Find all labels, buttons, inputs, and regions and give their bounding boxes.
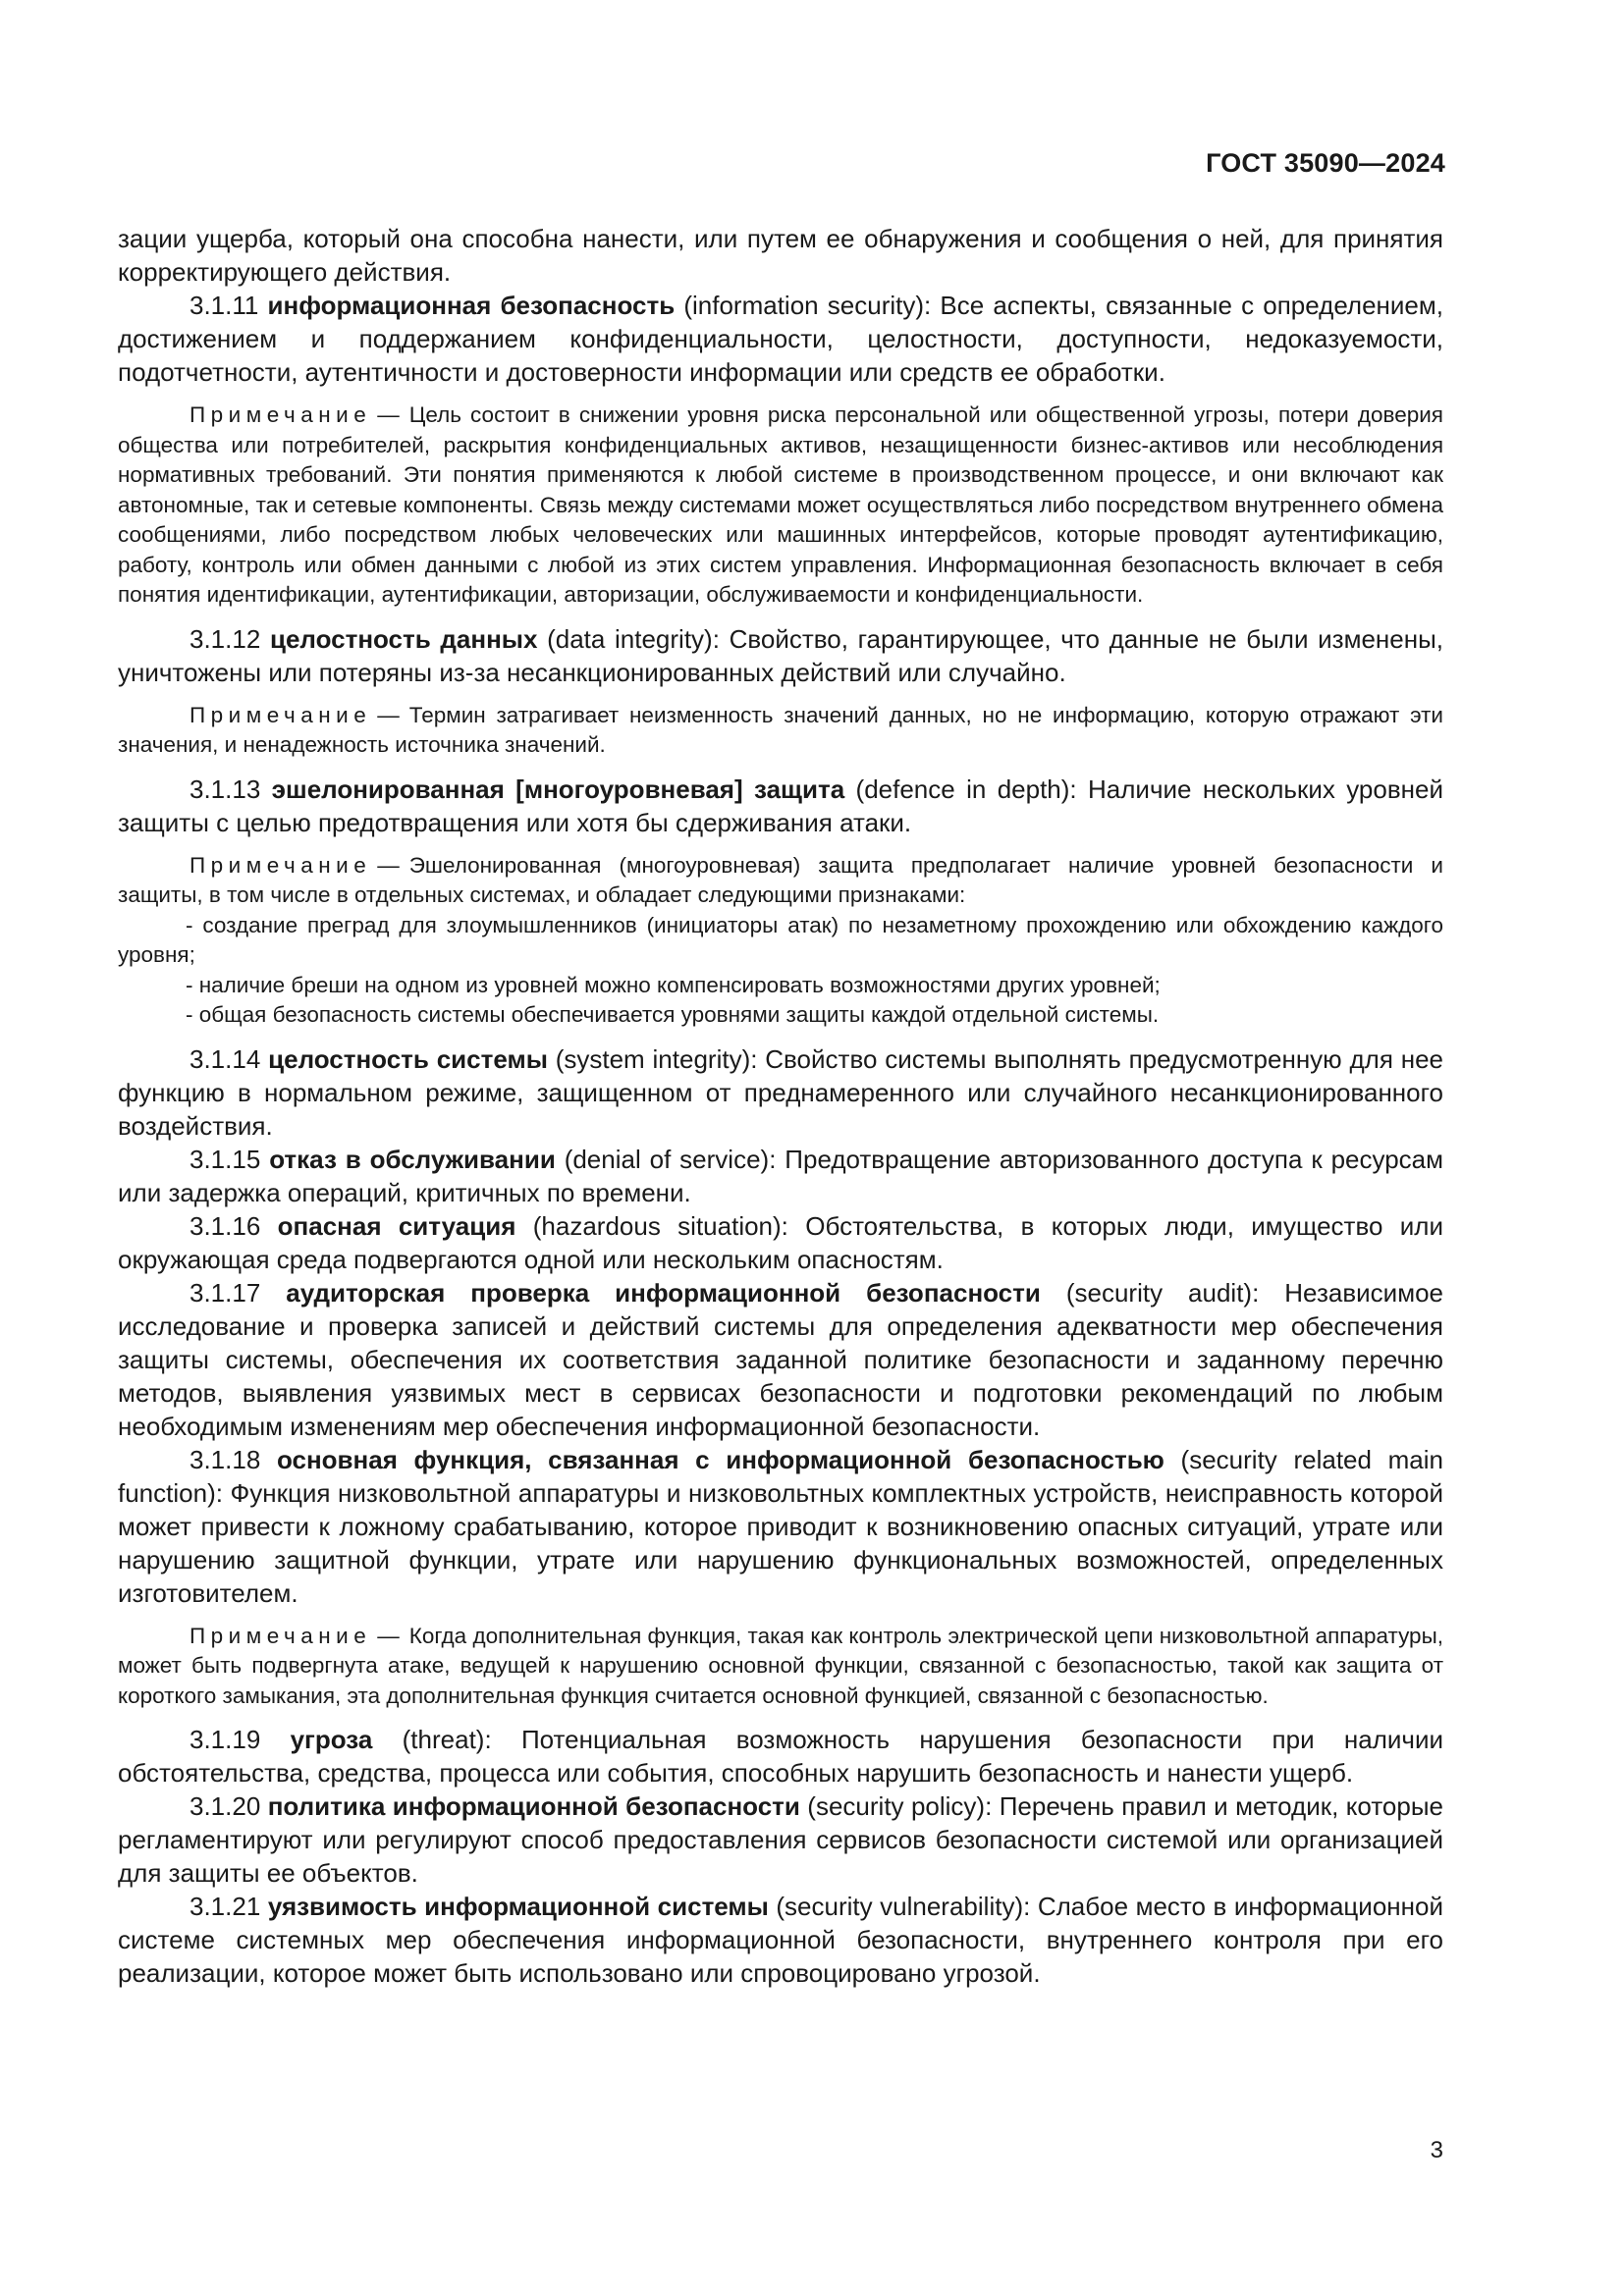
term-title: целостность данных xyxy=(269,623,538,654)
term-definition: (hazardous situation): Обстоятельства, в которых люди, имущество или окружающая среда подвергаются одной или нескольким опасностям. xyxy=(118,1210,1443,1274)
term-3-1-16 xyxy=(118,1209,1443,1276)
note-3-1-13 xyxy=(118,851,1443,911)
page-number: 3 xyxy=(1430,2137,1443,2163)
note-3-1-11 xyxy=(118,400,1443,611)
term-definition: (security audit): Независимое исследование и проверка записей и действий системы для определения адекватности мер обеспечения защиты системы, обеспечения их соответствия заданной политике безопасности и заданному перечню методов, выявления уязвимых мест в сервисах безопасности и подготовки рекомендаций по любым необходимым изменениям мер обеспечения информационной безопасности. xyxy=(118,1277,1443,1441)
term-title: целостность системы xyxy=(268,1043,548,1074)
term-number: 3.1.17 xyxy=(189,1277,261,1308)
paragraph-text: зации ущерба, который она способна нанести, или путем ее обнаружения и сообщения о ней, для принятия корректирующего действия. xyxy=(118,224,1443,287)
term-definition: (system integrity): Свойство системы выполнять предусмотренную для нее функцию в нормальном режиме, защищенном от преднамеренного или случайного несанкционированного воздействия. xyxy=(118,1043,1444,1141)
note-label: Примечание xyxy=(189,702,372,727)
term-3-1-19 xyxy=(118,1723,1443,1789)
note-dash: — xyxy=(377,1623,400,1648)
document-body xyxy=(118,222,1443,1990)
paragraph-continuation xyxy=(118,222,1443,289)
note-text: Цель состоит в снижении уровня риска персональной или общественной угрозы, потери доверия общества или потребителей, раскрытия конфиденциальных активов, незащищенности бизнес-активов или несоблюдения нормативных требований. Эти понятия применяются к любой системе в производственном процессе, и они включают как автономные, так и сетевые компоненты. Связь между системами может осуществляться либо посредством внутреннего обмена сообщениями, либо посредством любых человеческих или машинных интерфейсов, которые проводят аутентификацию, работу, контроль или обмен данными с любой из этих систем управления. Информационная безопасность включает в себя понятия идентификации, аутентификации, авторизации, обслуживаемости и конфиденциальности. xyxy=(118,402,1443,607)
note-dash: — xyxy=(377,702,400,727)
note-3-1-18 xyxy=(118,1622,1443,1712)
term-definition: (information security): Все аспекты, связанные с определением, достижением и поддержанием конфиденциальности, целостности, доступности, недоказуемости, подотчетности, аутентичности и достоверности информации или средств ее обработки. xyxy=(118,291,1443,387)
term-3-1-15 xyxy=(118,1143,1443,1209)
term-3-1-18 xyxy=(118,1443,1443,1610)
term-3-1-14 xyxy=(118,1042,1443,1143)
term-3-1-21 xyxy=(118,1890,1443,1990)
note-list-item: - наличие бреши на одном из уровней можно компенсировать возможностями других уровней; xyxy=(186,972,1161,997)
note-dash: — xyxy=(377,852,400,878)
term-3-1-20 xyxy=(118,1789,1443,1890)
term-definition: (security vulnerability): Слабое место в информационной системе системных мер обеспечения информационной безопасности, внутреннего контроля при его реализации, которое может быть использовано или спровоцировано угрозой. xyxy=(118,1892,1443,1988)
document-id: ГОСТ 35090—2024 xyxy=(1206,148,1445,178)
term-title: эшелонированная [многоуровневая] защита xyxy=(271,774,845,804)
term-number: 3.1.21 xyxy=(189,1892,261,1921)
term-title: информационная безопасность xyxy=(267,291,676,320)
note-list-item: - общая безопасность системы обеспечивается уровнями защиты каждой отдельной системы. xyxy=(186,1002,1160,1027)
term-definition: (threat): Потенциальная возможность нарушения безопасности при наличии обстоятельства, средства, процесса или события, способных нарушить безопасность и нанести ущерб. xyxy=(118,1725,1443,1788)
term-definition: (security related main function): Функция низковольтной аппаратуры и низковольтных комплектных устройств, неисправность которой может привести к ложному срабатыванию, которое приводит к возникновению опасных ситуаций, утрате или нарушению защитной функции, утрате или нарушению функциональных возможностей, определенных изготовителем. xyxy=(118,1444,1443,1608)
note-3-1-12 xyxy=(118,701,1443,761)
term-number: 3.1.18 xyxy=(189,1444,261,1474)
term-definition: (security policy): Перечень правил и методик, которые регламентируют или регулируют способ предоставления сервисов безопасности системой или организацией для защиты ее объектов. xyxy=(118,1791,1444,1888)
term-title: уязвимость информационной системы xyxy=(267,1892,769,1921)
note-label: Примечание xyxy=(189,852,372,878)
note-list-item: - создание преград для злоумышленников (инициаторы атак) по незаметному прохождению или обхождению каждого уровня; xyxy=(118,912,1443,967)
term-title: аудиторская проверка информационной безопасности xyxy=(286,1277,1041,1308)
term-definition: (data integrity): Свойство, гарантирующее, что данные не были изменены, уничтожены или потеряны из-за несанкционированных действий или случайно. xyxy=(118,623,1444,687)
term-number: 3.1.11 xyxy=(189,291,259,320)
term-3-1-17 xyxy=(118,1276,1443,1443)
term-definition: (defence in depth): Наличие нескольких уровней защиты с целью предотвращения или хотя бы сдерживания атаки. xyxy=(118,774,1443,837)
term-3-1-11 xyxy=(118,289,1443,389)
note-label: Примечание xyxy=(189,402,372,427)
term-3-1-13 xyxy=(118,773,1443,839)
term-title: угроза xyxy=(290,1725,373,1754)
note-label: Примечание xyxy=(189,1623,372,1648)
note-dash: — xyxy=(377,402,400,427)
term-number: 3.1.16 xyxy=(189,1210,261,1241)
term-number: 3.1.12 xyxy=(189,623,261,654)
term-number: 3.1.15 xyxy=(189,1144,261,1174)
term-definition: (denial of service): Предотвращение авторизованного доступа к ресурсам или задержка операций, критичных по времени. xyxy=(118,1144,1443,1207)
term-number: 3.1.14 xyxy=(189,1043,261,1074)
term-title: отказ в обслуживании xyxy=(269,1144,556,1174)
note-text: Когда дополнительная функция, такая как контроль электрической цепи низковольтной аппаратуры, может быть подвергнута атаке, ведущей к нарушению основной функции, связанной с безопасностью, такой как защита от короткого замыкания, эта дополнительная функция считается основной функцией, связанной с безопасностью. xyxy=(118,1623,1443,1708)
term-title: основная функция, связанная с информационной безопасностью xyxy=(276,1444,1164,1474)
note-text: Термин затрагивает неизменность значений данных, но не информацию, которую отражают эти значения, и ненадежность источника значений. xyxy=(118,702,1443,757)
term-number: 3.1.20 xyxy=(189,1791,261,1821)
term-3-1-12 xyxy=(118,622,1443,689)
note-text: Эшелонированная (многоуровневая) защита предполагает наличие уровней безопасности и защиты, в том числе в отдельных системах, и обладает следующими признаками: xyxy=(118,852,1443,907)
term-number: 3.1.13 xyxy=(189,774,261,804)
term-number: 3.1.19 xyxy=(189,1725,261,1754)
term-title: опасная ситуация xyxy=(277,1210,516,1241)
term-title: политика информационной безопасности xyxy=(267,1791,800,1821)
